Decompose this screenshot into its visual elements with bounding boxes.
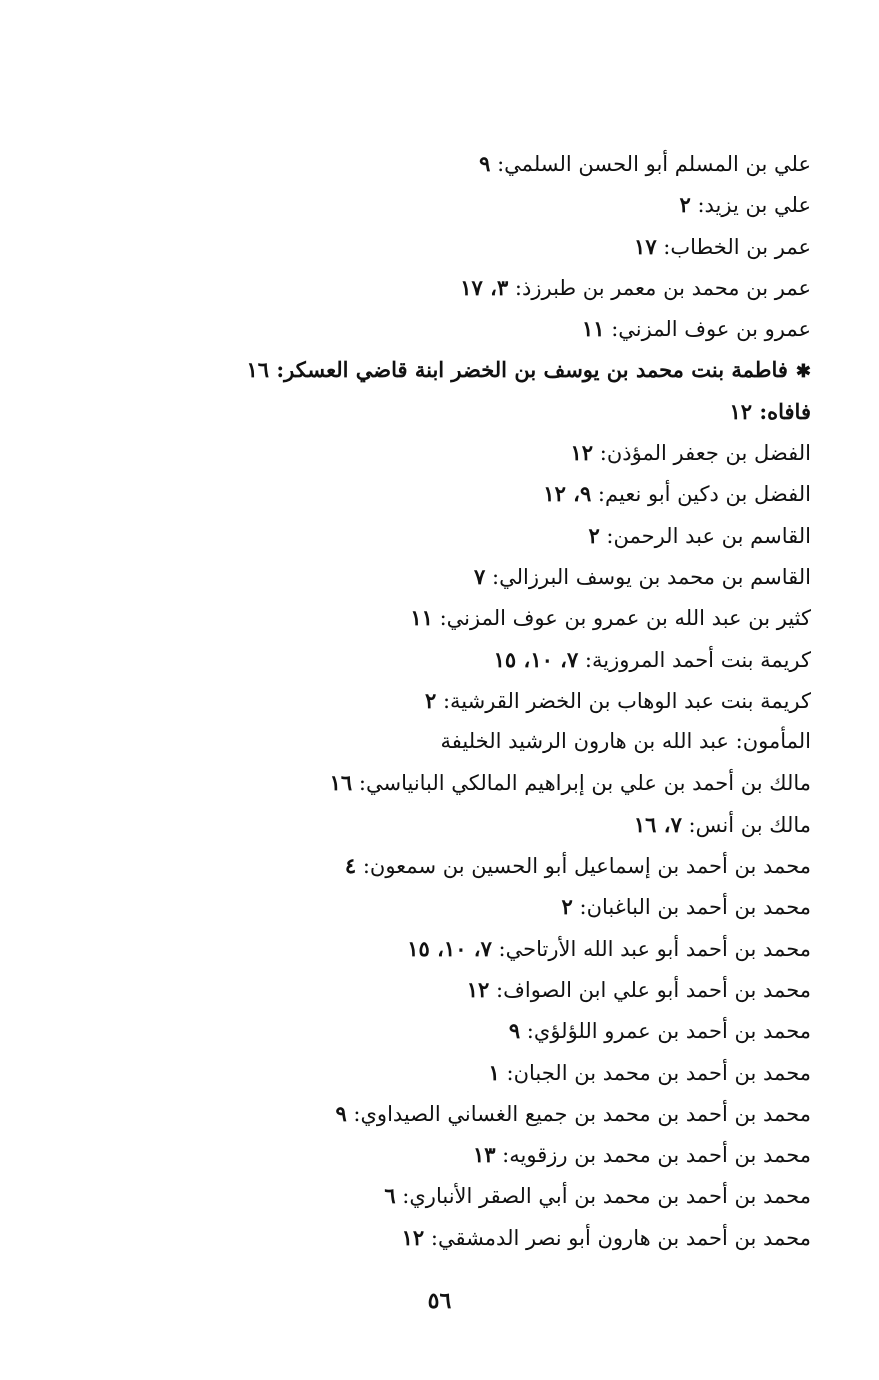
- entry-name: كريمة بنت عبد الوهاب بن الخضر القرشية: [450, 688, 811, 713]
- entry-separator: :: [604, 317, 619, 342]
- entry-page-refs: ٧، ١٦: [633, 811, 682, 837]
- entry-separator: :: [572, 895, 587, 920]
- entry-page-refs: ١: [488, 1059, 500, 1085]
- index-entry: [171, 515, 811, 556]
- entry-page-refs: ٧، ١٠، ١٥: [493, 646, 579, 672]
- entry-separator: :: [491, 936, 506, 961]
- entry-separator: :: [593, 441, 607, 466]
- asterisk-icon: ✱: [795, 361, 811, 383]
- name-index-list: [171, 143, 811, 1258]
- entry-separator: :: [656, 234, 671, 259]
- index-entry: [171, 721, 811, 762]
- entry-separator: :: [489, 977, 504, 1002]
- entry-name: عمر بن الخطاب: [670, 234, 811, 259]
- entry-page-refs: ٧: [474, 563, 486, 589]
- entry-name: محمد بن أحمد بن محمد بن الجبان: [513, 1060, 811, 1085]
- entry-name: كريمة بنت أحمد المروزية: [592, 647, 811, 672]
- index-entry: [171, 1175, 811, 1216]
- index-entry: [171, 886, 811, 927]
- index-entry: [171, 928, 811, 969]
- entry-separator: :: [520, 1019, 534, 1044]
- index-entry: [171, 845, 811, 886]
- entry-name: محمد بن أحمد بن محمد بن رزقويه: [509, 1143, 811, 1168]
- entry-page-refs: ٢: [561, 894, 573, 920]
- entry-name: عمر بن محمد بن معمر بن طبرزذ: [521, 275, 811, 300]
- entry-separator: :: [690, 193, 705, 218]
- entry-name: القاسم بن عبد الرحمن: [613, 523, 811, 548]
- index-entry: [171, 804, 811, 845]
- entry-separator: :: [356, 854, 370, 879]
- entry-separator: :: [485, 564, 500, 589]
- entry-page-refs: ٢: [679, 192, 691, 218]
- entry-name: علي بن المسلم أبو الحسن السلمي: [504, 152, 811, 176]
- index-entry: [171, 349, 811, 390]
- entry-page-refs: ٣، ١٧: [460, 274, 509, 300]
- index-entry: [171, 556, 811, 597]
- entry-page-refs: ٧، ١٠، ١٥: [407, 935, 492, 961]
- entry-name: علي بن يزيد: [704, 193, 811, 218]
- entry-separator: :: [681, 812, 696, 837]
- index-entry: [171, 267, 811, 308]
- entry-page-refs: ١١: [581, 316, 605, 342]
- entry-name: الفضل بن دكين أبو نعيم: [605, 482, 811, 507]
- index-entry: [171, 391, 811, 432]
- entry-page-refs: ١١: [410, 605, 433, 631]
- index-entry: [171, 1010, 811, 1051]
- entry-name: عمرو بن عوف المزني: [618, 317, 811, 342]
- entry-separator: :: [436, 688, 451, 713]
- entry-page-refs: ٢: [425, 687, 437, 713]
- entry-separator: :: [432, 606, 447, 631]
- entry-name: محمد بن أحمد أبو علي ابن الصواف: [503, 977, 811, 1002]
- entry-name: محمد بن أحمد بن هارون أبو نصر الدمشقي: [437, 1225, 811, 1250]
- index-entry: [171, 1217, 811, 1258]
- entry-page-refs: ١٧: [634, 233, 657, 259]
- entry-page-refs: ٢: [588, 522, 600, 548]
- index-entry: [171, 1134, 811, 1175]
- entry-name: القاسم بن محمد بن يوسف البرزالي: [499, 564, 811, 589]
- entry-name: فاطمة بنت محمد بن يوسف بن الخضر ابنة قاضي العسكر: [284, 357, 788, 383]
- entry-name: فافاه: [767, 398, 811, 424]
- entry-page-refs: ١٢: [401, 1224, 425, 1250]
- entry-page-refs: ٩: [508, 1018, 521, 1044]
- entry-name: المأمون: [742, 729, 811, 754]
- index-entry: [171, 308, 811, 349]
- entry-name: مالك بن أحمد بن علي بن إبراهيم المالكي البانياسي: [365, 771, 811, 796]
- entry-separator: :: [508, 275, 522, 300]
- entry-page-refs: ٩: [335, 1100, 347, 1126]
- index-entry: [171, 680, 811, 721]
- entry-separator: :: [352, 771, 366, 796]
- entry-page-refs: ١٣: [472, 1142, 496, 1168]
- entry-name: محمد بن أحمد بن عمرو اللؤلؤي: [533, 1019, 811, 1044]
- index-entry: [171, 969, 811, 1010]
- entry-name: كثير بن عبد الله بن عمرو بن عوف المزني: [446, 606, 811, 631]
- entry-separator: :: [490, 152, 505, 176]
- index-entry: [171, 597, 811, 638]
- index-entry: [171, 226, 811, 267]
- index-entry: [171, 762, 811, 803]
- entry-separator: :: [499, 1060, 514, 1085]
- entry-separator: :: [424, 1225, 438, 1250]
- index-entry: [171, 1052, 811, 1093]
- entry-name: محمد بن أحمد أبو عبد الله الأرتاحي: [505, 936, 811, 961]
- entry-separator: :: [269, 357, 285, 383]
- entry-name: محمد بن أحمد بن محمد بن أبي الصقر الأنباري: [409, 1184, 811, 1209]
- entry-name: محمد بن أحمد بن إسماعيل أبو الحسين بن سمعون: [369, 854, 811, 879]
- entry-name: الفضل بن جعفر المؤذن: [606, 441, 811, 466]
- entry-page-refs: ٤: [344, 853, 357, 879]
- entry-name: محمد بن أحمد بن الباغبان: [586, 895, 811, 920]
- index-entry: [171, 432, 811, 473]
- entry-separator: :: [591, 482, 605, 507]
- index-entry: [171, 143, 811, 184]
- entry-page-refs: ١٢: [729, 398, 753, 424]
- entry-separator: :: [346, 1101, 361, 1126]
- entry-page-refs: ١٦: [246, 357, 270, 383]
- entry-separator: :: [578, 647, 593, 672]
- index-entry: [171, 184, 811, 225]
- entry-page-refs: ١٢: [466, 976, 490, 1002]
- entry-separator: :: [752, 398, 768, 424]
- entry-page-refs: ١٦: [329, 770, 353, 796]
- index-entry: [171, 1093, 811, 1134]
- entry-name: مالك بن أنس: [695, 812, 811, 837]
- entry-separator: :: [395, 1184, 410, 1209]
- entry-separator: :: [599, 523, 614, 548]
- entry-page-refs: ٩: [479, 151, 491, 176]
- page-number: ٥٦: [427, 1288, 452, 1314]
- index-entry: [171, 473, 811, 514]
- entry-page-refs: ٦: [384, 1183, 396, 1209]
- entry-page-refs: ٩، ١٢: [543, 481, 592, 507]
- entry-separator: :: [495, 1143, 510, 1168]
- index-entry: [171, 639, 811, 680]
- entry-page-refs: ١٢: [570, 440, 594, 466]
- entry-name: محمد بن أحمد بن محمد بن جميع الغساني الصيداوي: [360, 1101, 811, 1126]
- entry-separator: :: [728, 729, 743, 754]
- entry-page-refs: عبد الله بن هارون الرشيد الخليفة: [440, 729, 729, 754]
